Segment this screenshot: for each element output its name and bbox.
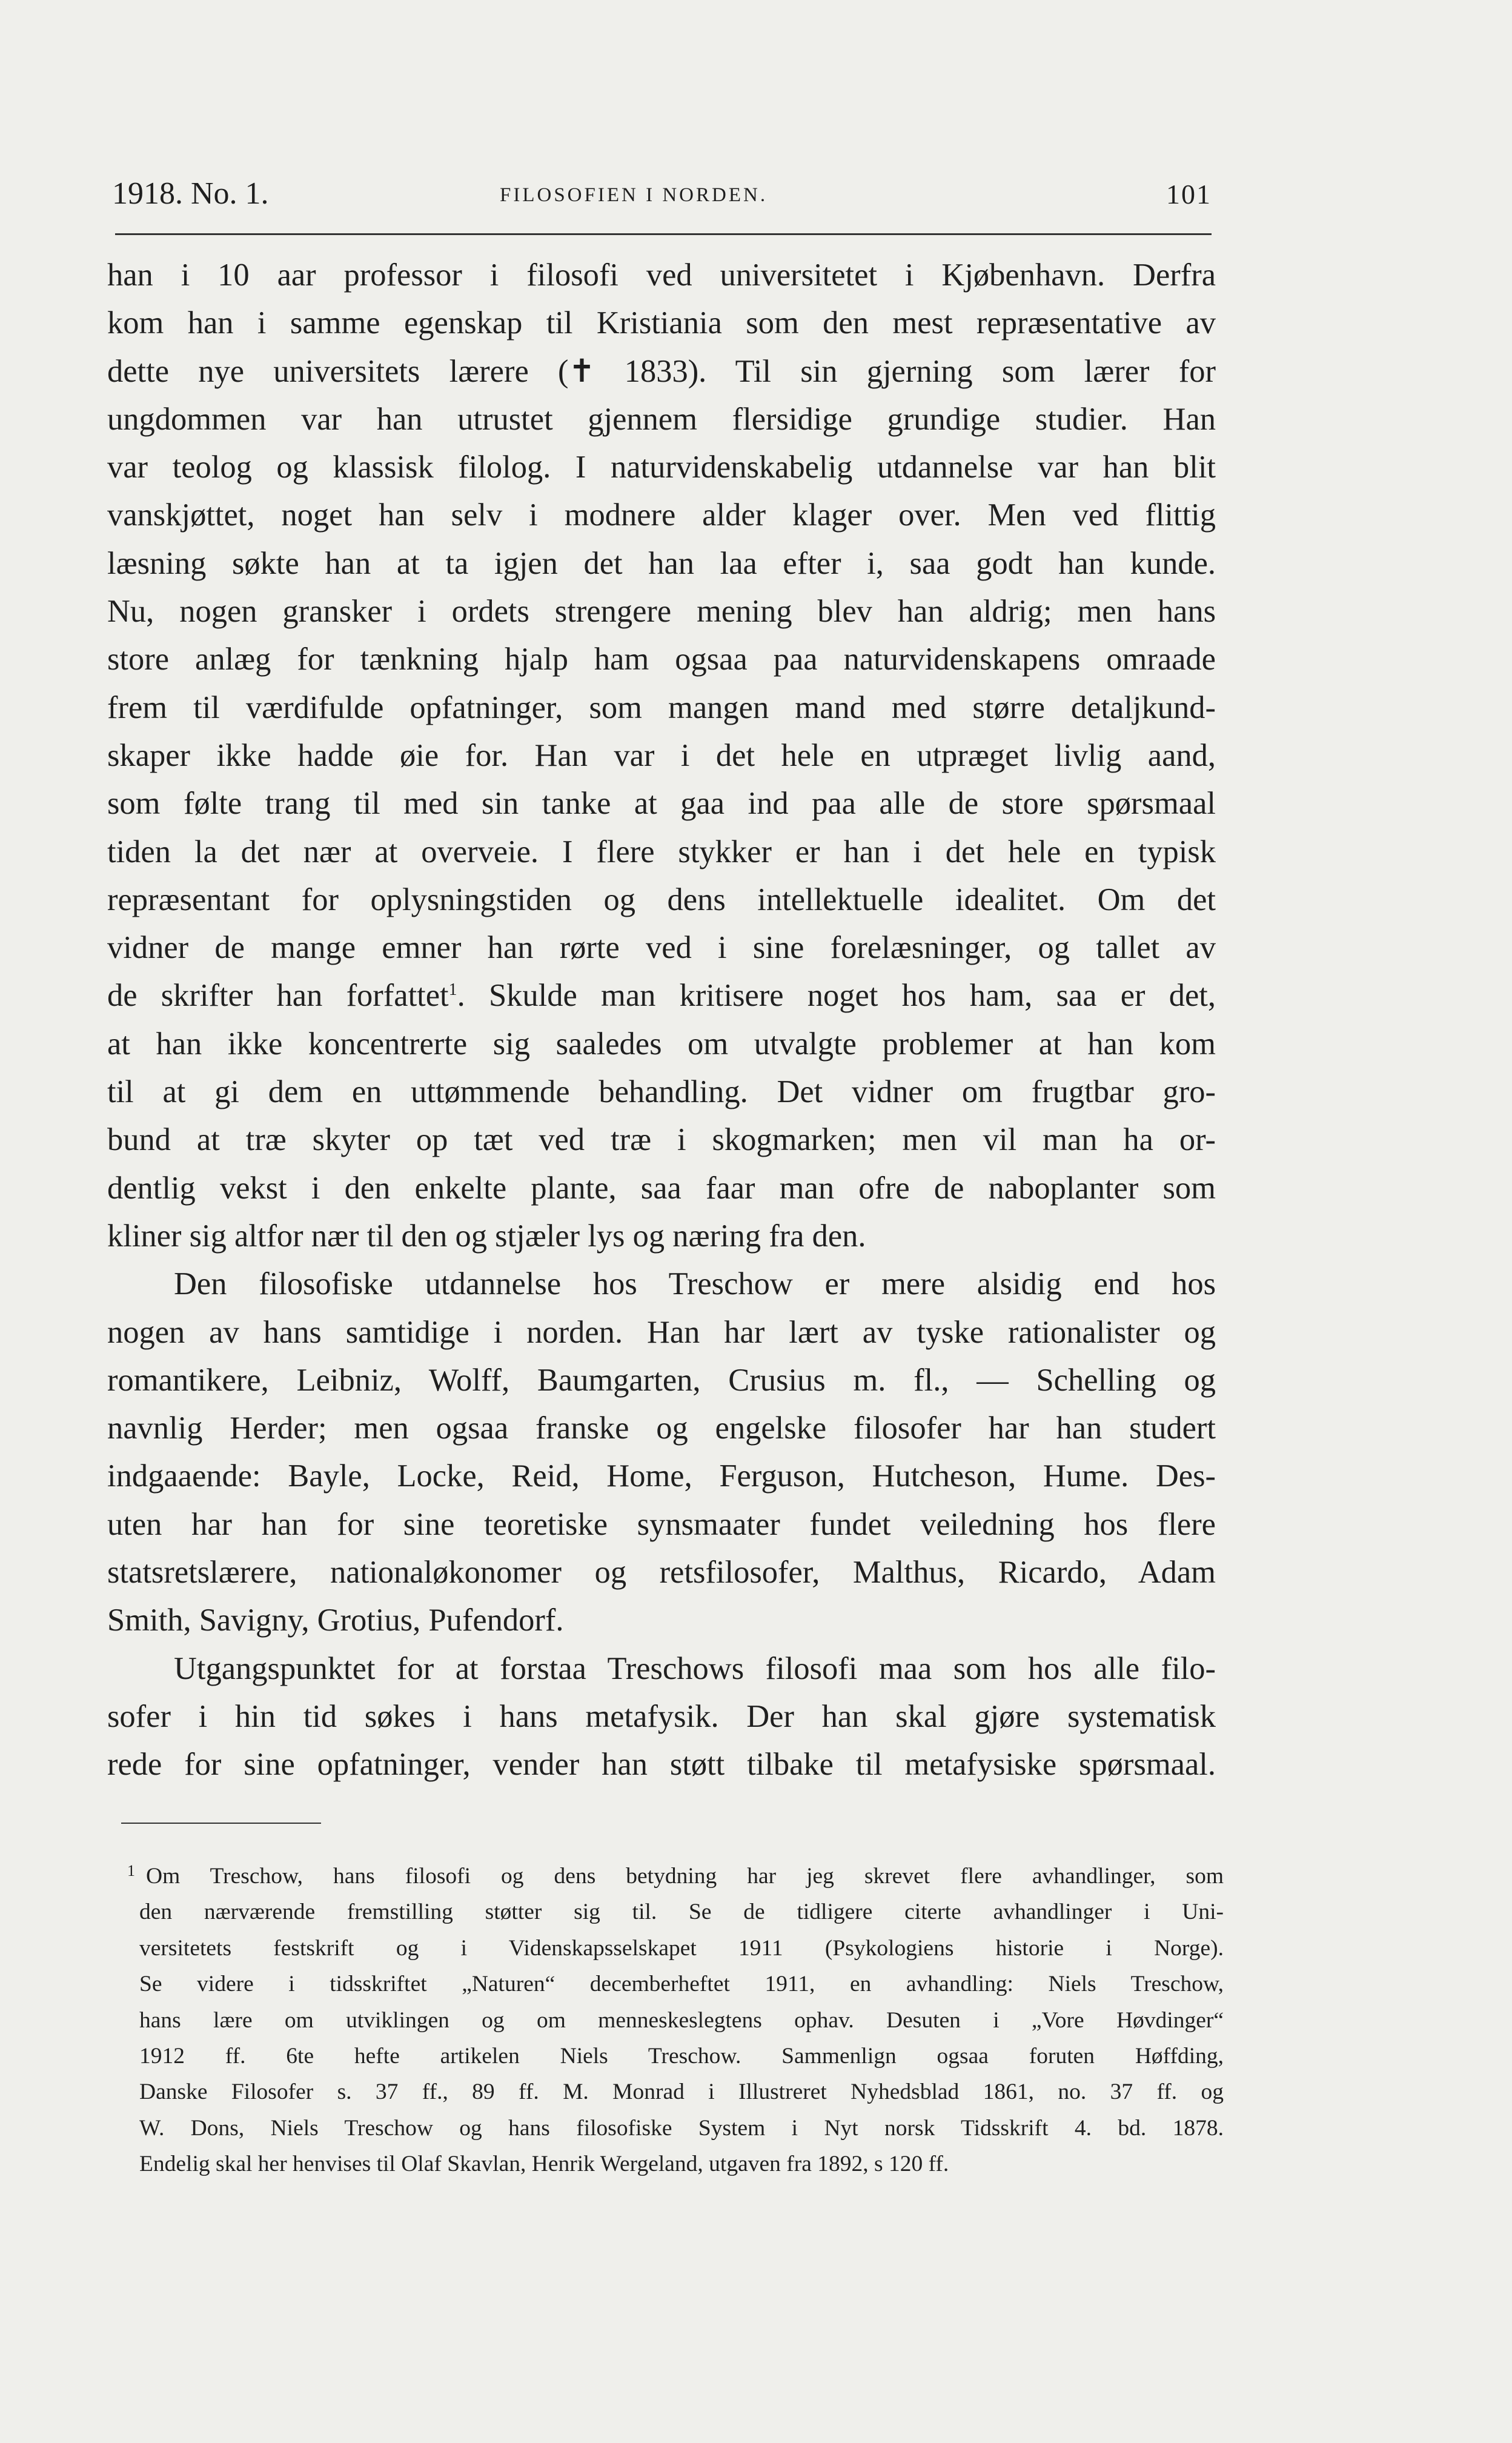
text-line: var teolog og klassisk filolog. I naturvidenskabelig utdannelse var han blit — [107, 450, 1216, 485]
text-line: Smith, Savigny, Grotius, Pufendorf. — [107, 1603, 564, 1638]
text-line: kom han i samme egenskap til Kristiania som den mest repræsentative av — [107, 305, 1216, 341]
footnote-line: Se videre i tidsskriftet „Naturen“ decemberheftet 1911, en avhandling: Niels Treschow, — [139, 1972, 1224, 1997]
text-line: bund at træ skyter op tæt ved træ i skogmarken; men vil man ha or- — [107, 1122, 1216, 1158]
text-line: indgaaende: Bayle, Locke, Reid, Home, Ferguson, Hutcheson, Hume. Des- — [107, 1458, 1216, 1494]
footnote-line: Danske Filosofer s. 37 ff., 89 ff. M. Monrad i Illustreret Nyhedsblad 1861, no. 37 ff. og — [139, 2079, 1224, 2105]
footnote-marker: 1 — [127, 1862, 135, 1880]
footnote-line: hans lære om utviklingen og om menneskeslegtens ophav. Desuten i „Vore Høvdinger“ — [139, 2007, 1224, 2033]
footnote-reference[interactable]: 1 — [448, 980, 457, 1000]
footnote-line: versitetets festskrift og i Videnskapsselskapet 1911 (Psykologiens historie i Norge). — [139, 1935, 1224, 1961]
header-rule — [115, 233, 1212, 235]
paragraph-start: Utgangspunktet for at forstaa Treschows filosofi maa som hos alle filo- — [174, 1650, 1216, 1686]
text-line: vanskjøttet, noget han selv i modnere alder klager over. Men ved flittig — [107, 497, 1216, 533]
text-line: tiden la det nær at overveie. I flere stykker er han i det hele en typisk — [107, 834, 1216, 869]
footnote-line: den nærværende fremstilling støtter sig til. Se de tidligere citerte avhandlinger i Uni- — [139, 1900, 1224, 1925]
text-line: sofer i hin tid søkes i hans metafysik. Der han skal gjøre systematisk — [107, 1698, 1216, 1734]
text-line: at han ikke koncentrerte sig saaledes om utvalgte problemer at han kom — [107, 1026, 1216, 1062]
text-line: romantikere, Leibniz, Wolff, Baumgarten, Crusius m. fl., — Schelling og — [107, 1362, 1216, 1398]
text-line: store anlæg for tænkning hjalp ham ogsaa paa naturvidenskapens omraade — [107, 642, 1216, 677]
text-line: navnlig Herder; men ogsaa franske og engelske filosofer har han studert — [107, 1411, 1216, 1446]
text-line: nogen av hans samtidige i norden. Han har lært av tyske rationalister og — [107, 1314, 1216, 1350]
text-line: Nu, nogen gransker i ordets strengere mening blev han aldrig; men hans — [107, 594, 1216, 630]
text-line: vidner de mange emner han rørte ved i sine forelæsninger, og tallet av — [107, 930, 1216, 966]
running-header — [112, 176, 1212, 224]
text-line: skaper ikke hadde øie for. Han var i det hele en utpræget livlig aand, — [107, 737, 1216, 773]
footnote-text: Om Treschow, hans filosofi og dens betydning har jeg skrevet flere avhandlinger, som — [146, 1864, 1224, 1889]
footnote-line: Endelig skal her henvises til Olaf Skavlan, Henrik Wergeland, utgaven fra 1892, s 120 ff. — [139, 2152, 949, 2177]
text-line: rede for sine opfatninger, vender han støtt tilbake til metafysiske spørsmaal. — [107, 1747, 1216, 1783]
header-year-issue: 1918. No. 1. — [112, 176, 269, 211]
text-fragment: . Skulde man kritisere noget hos ham, saa er det, — [457, 978, 1216, 1014]
text-line: til at gi dem en uttømmende behandling. Det vidner om frugtbar gro- — [107, 1074, 1216, 1110]
text-line: uten har han for sine teoretiske synsmaater fundet veiledning hos flere — [107, 1506, 1216, 1542]
text-line: han i 10 aar professor i filosofi ved universitetet i Kjøbenhavn. Derfra — [107, 258, 1216, 293]
text-line: statsretslærere, nationaløkonomer og retsfilosofer, Malthus, Ricardo, Adam — [107, 1555, 1216, 1590]
text-fragment: de skrifter han forfattet — [107, 978, 449, 1014]
footnote-line: W. Dons, Niels Treschow og hans filosofiske System i Nyt norsk Tidsskrift 4. bd. 1878. — [139, 2115, 1224, 2141]
text-line-with-footnote-ref — [107, 972, 1216, 1020]
main-text — [107, 251, 1216, 1789]
text-line: frem til værdifulde opfatninger, som mangen mand med større detaljkund- — [107, 690, 1216, 725]
text-line: dette nye universitets lærere (✝ 1833). Til sin gjerning som lærer for — [107, 353, 1216, 389]
footnote — [127, 1853, 1224, 2182]
text-line: repræsentant for oplysningstiden og dens intellektuelle idealitet. Om det — [107, 882, 1216, 917]
text-line: læsning søkte han at ta igjen det han laa efter i, saa godt han kunde. — [107, 545, 1216, 581]
text-line: som følte trang til med sin tanke at gaa ind paa alle de store spørsmaal — [107, 786, 1216, 822]
text-line: kliner sig altfor nær til den og stjæler lys og næring fra den. — [107, 1218, 866, 1254]
paragraph-start: Den filosofiske utdannelse hos Treschow er mere alsidig end hos — [174, 1266, 1216, 1302]
text-line: ungdommen var han utrustet gjennem flersidige grundige studier. Han — [107, 401, 1216, 437]
page-number: 101 — [1166, 179, 1212, 210]
footnote-rule — [121, 1823, 321, 1824]
header-title: FILOSOFIEN I NORDEN. — [500, 184, 768, 206]
footnote-line: 1912 ff. 6te hefte artikelen Niels Treschow. Sammenlign ogsaa foruten Høffding, — [139, 2044, 1224, 2069]
text-line: dentlig vekst i den enkelte plante, saa faar man ofre de naboplanter som — [107, 1170, 1216, 1206]
footnote-line — [127, 1853, 1224, 1894]
